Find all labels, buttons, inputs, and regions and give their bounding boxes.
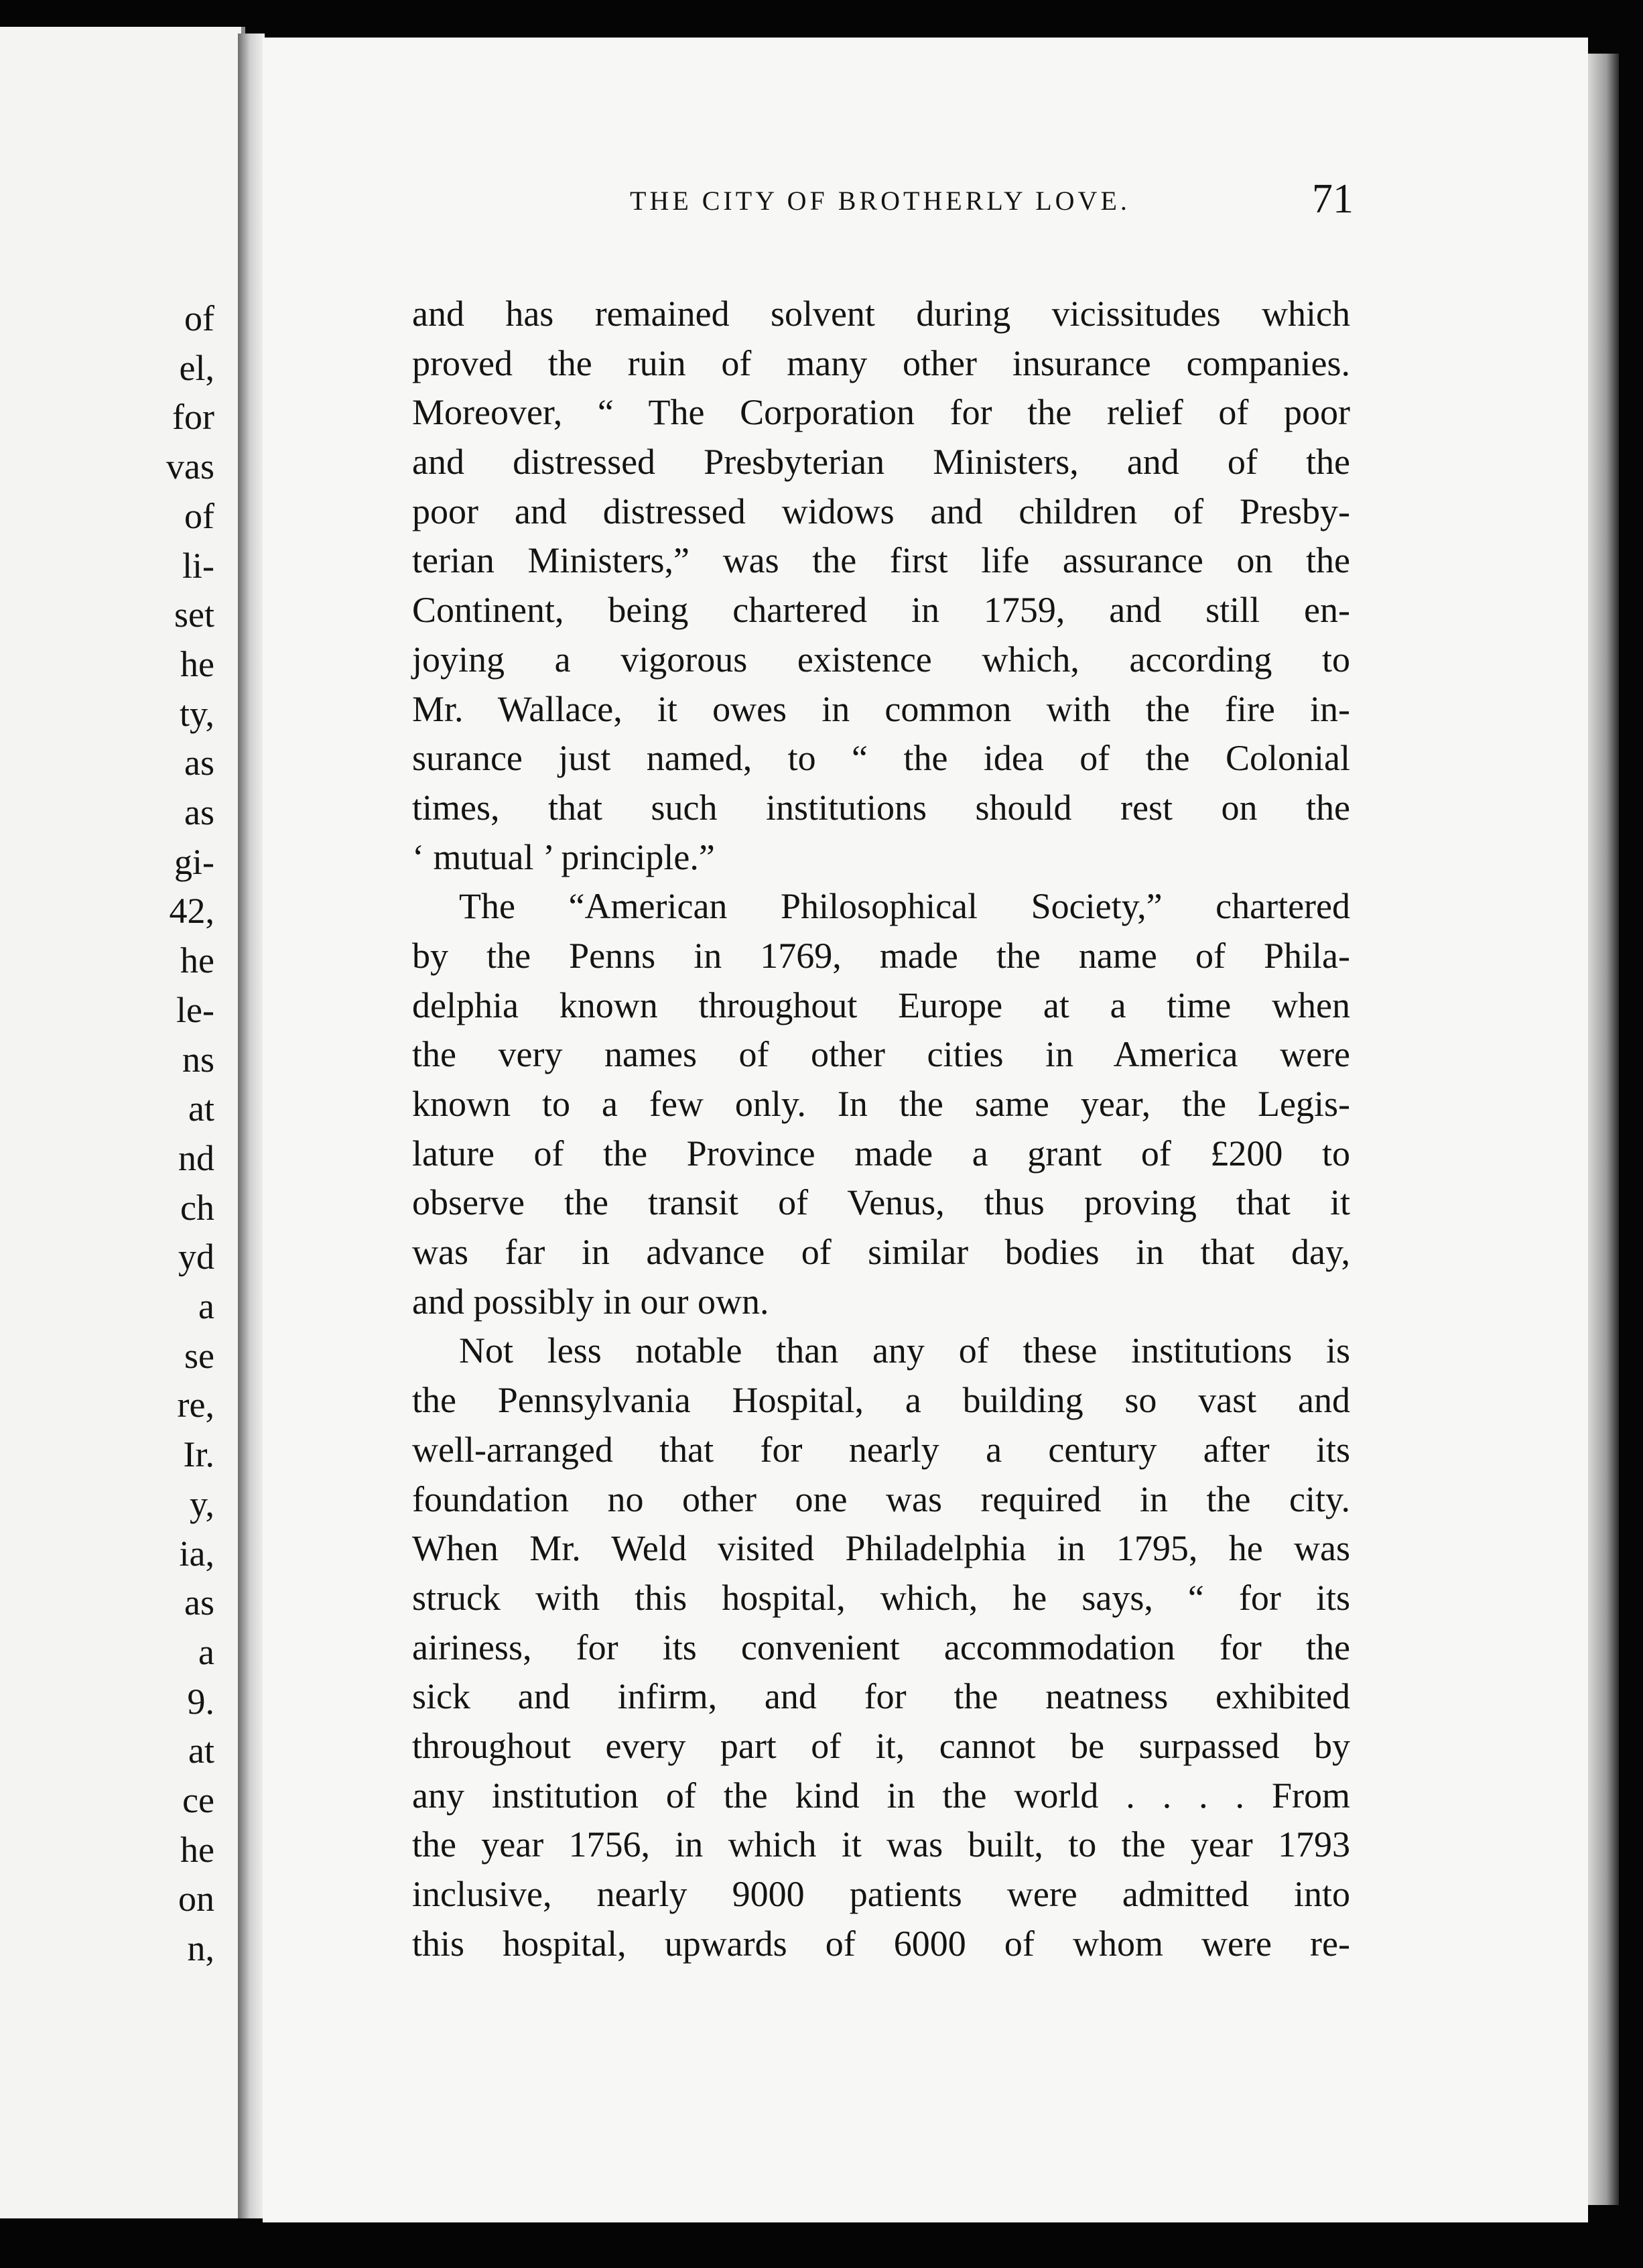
- left-page-fragment: li-: [182, 545, 214, 586]
- text-line: known to a few only. In the same year, the Legis-: [412, 1084, 1350, 1124]
- left-page-fragment: y,: [190, 1483, 214, 1524]
- left-page-fragment: ch: [180, 1187, 214, 1228]
- text-line: the year 1756, in which it was built, to the year 1793: [412, 1824, 1350, 1865]
- left-page-fragment: gi-: [174, 841, 214, 882]
- left-page-fragment: se: [184, 1335, 214, 1376]
- left-page-fragment: ty,: [180, 693, 214, 734]
- text-line: terian Ministers,” was the first life assurance on the: [412, 540, 1350, 581]
- text-line: Not less notable than any of these institutions is: [459, 1330, 1350, 1371]
- text-line: this hospital, upwards of 6000 of whom were re-: [412, 1923, 1350, 1964]
- left-page-fragment: n,: [187, 1928, 214, 1969]
- text-line: well-arranged that for nearly a century after its: [412, 1429, 1350, 1470]
- left-page-fragment: as: [184, 743, 214, 783]
- left-page-fragment: as: [184, 792, 214, 832]
- left-page-fragment: 42,: [169, 891, 214, 932]
- page-number: 71: [1312, 176, 1354, 222]
- text-line: lature of the Province made a grant of £200 to: [412, 1133, 1350, 1174]
- text-line: struck with this hospital, which, he says, “ for its: [412, 1577, 1350, 1618]
- left-page-fragment: of: [184, 495, 214, 536]
- left-page-fragment: he: [180, 940, 214, 981]
- left-page-fragment: el,: [179, 347, 214, 388]
- left-page-fragment: as: [184, 1582, 214, 1623]
- text-line: When Mr. Weld visited Philadelphia in 1795, he was: [412, 1528, 1350, 1569]
- left-page-fragment: at: [188, 1730, 214, 1771]
- left-page-fragment: set: [174, 594, 214, 635]
- text-line: times, that such institutions should rest on the: [412, 787, 1350, 828]
- text-line: the Pennsylvania Hospital, a building so vast and: [412, 1380, 1350, 1421]
- text-line: throughout every part of it, cannot be surpassed by: [412, 1725, 1350, 1766]
- text-line: Moreover, “ The Corporation for the relief of poor: [412, 392, 1350, 433]
- left-page-fragment: for: [172, 397, 214, 438]
- page-header: [362, 176, 1354, 229]
- left-page-fragment: le-: [176, 989, 214, 1030]
- text-line: airiness, for its convenient accommodation for the: [412, 1627, 1350, 1667]
- left-page-fragment: he: [180, 643, 214, 684]
- page-fore-edge: [1588, 54, 1619, 2205]
- text-line: delphia known throughout Europe at a time when: [412, 985, 1350, 1025]
- left-page-fragment: a: [198, 1286, 214, 1326]
- text-line: joying a vigorous existence which, according to: [412, 639, 1350, 680]
- text-line: ‘ mutual ’ principle.”: [412, 836, 715, 877]
- text-line: inclusive, nearly 9000 patients were admitted into: [412, 1874, 1350, 1914]
- previous-page-edge: [0, 27, 245, 2218]
- text-line: proved the ruin of many other insurance companies.: [412, 342, 1350, 383]
- left-page-fragment: re,: [177, 1385, 214, 1426]
- text-line: and distressed Presbyterian Ministers, and of the: [412, 442, 1350, 483]
- text-line: any institution of the kind in the world . . . . From: [412, 1775, 1350, 1816]
- text-line: and has remained solvent during vicissitudes which: [412, 294, 1350, 334]
- text-line: by the Penns in 1769, made the name of Phila-: [412, 935, 1350, 976]
- text-line: sick and infirm, and for the neatness exhibited: [412, 1676, 1350, 1717]
- text-line: and possibly in our own.: [412, 1281, 769, 1322]
- left-page-fragment: 9.: [187, 1681, 214, 1722]
- running-head: THE CITY OF BROTHERLY LOVE.: [630, 186, 1130, 216]
- left-page-fragment: Ir.: [183, 1434, 214, 1475]
- left-page-fragment: nd: [178, 1137, 214, 1178]
- text-line: surance just named, to “ the idea of the Colonial: [412, 738, 1350, 779]
- left-page-fragment: he: [180, 1829, 214, 1870]
- left-page-fragment: vas: [166, 446, 214, 487]
- text-line: observe the transit of Venus, thus proving that it: [412, 1182, 1350, 1223]
- left-page-fragment: on: [178, 1879, 214, 1919]
- left-page-fragment: at: [188, 1088, 214, 1129]
- text-line: Continent, being chartered in 1759, and still en-: [412, 590, 1350, 631]
- book-gutter: [238, 34, 265, 2218]
- left-page-fragment: of: [184, 298, 214, 338]
- text-line: Mr. Wallace, it owes in common with the fire in-: [412, 688, 1350, 729]
- text-line: The “American Philosophical Society,” chartered: [459, 886, 1350, 927]
- text-line: the very names of other cities in America were: [412, 1034, 1350, 1075]
- body-text: [412, 290, 1350, 1968]
- left-page-fragment: ns: [182, 1039, 214, 1080]
- text-line: poor and distressed widows and children of Presby-: [412, 491, 1350, 531]
- text-line: was far in advance of similar bodies in that day,: [412, 1232, 1350, 1273]
- text-line: foundation no other one was required in the city.: [412, 1478, 1350, 1519]
- left-page-fragment: ia,: [179, 1533, 214, 1574]
- left-page-fragment: yd: [178, 1237, 214, 1277]
- left-page-fragment: a: [198, 1631, 214, 1672]
- left-page-fragment: ce: [182, 1780, 214, 1820]
